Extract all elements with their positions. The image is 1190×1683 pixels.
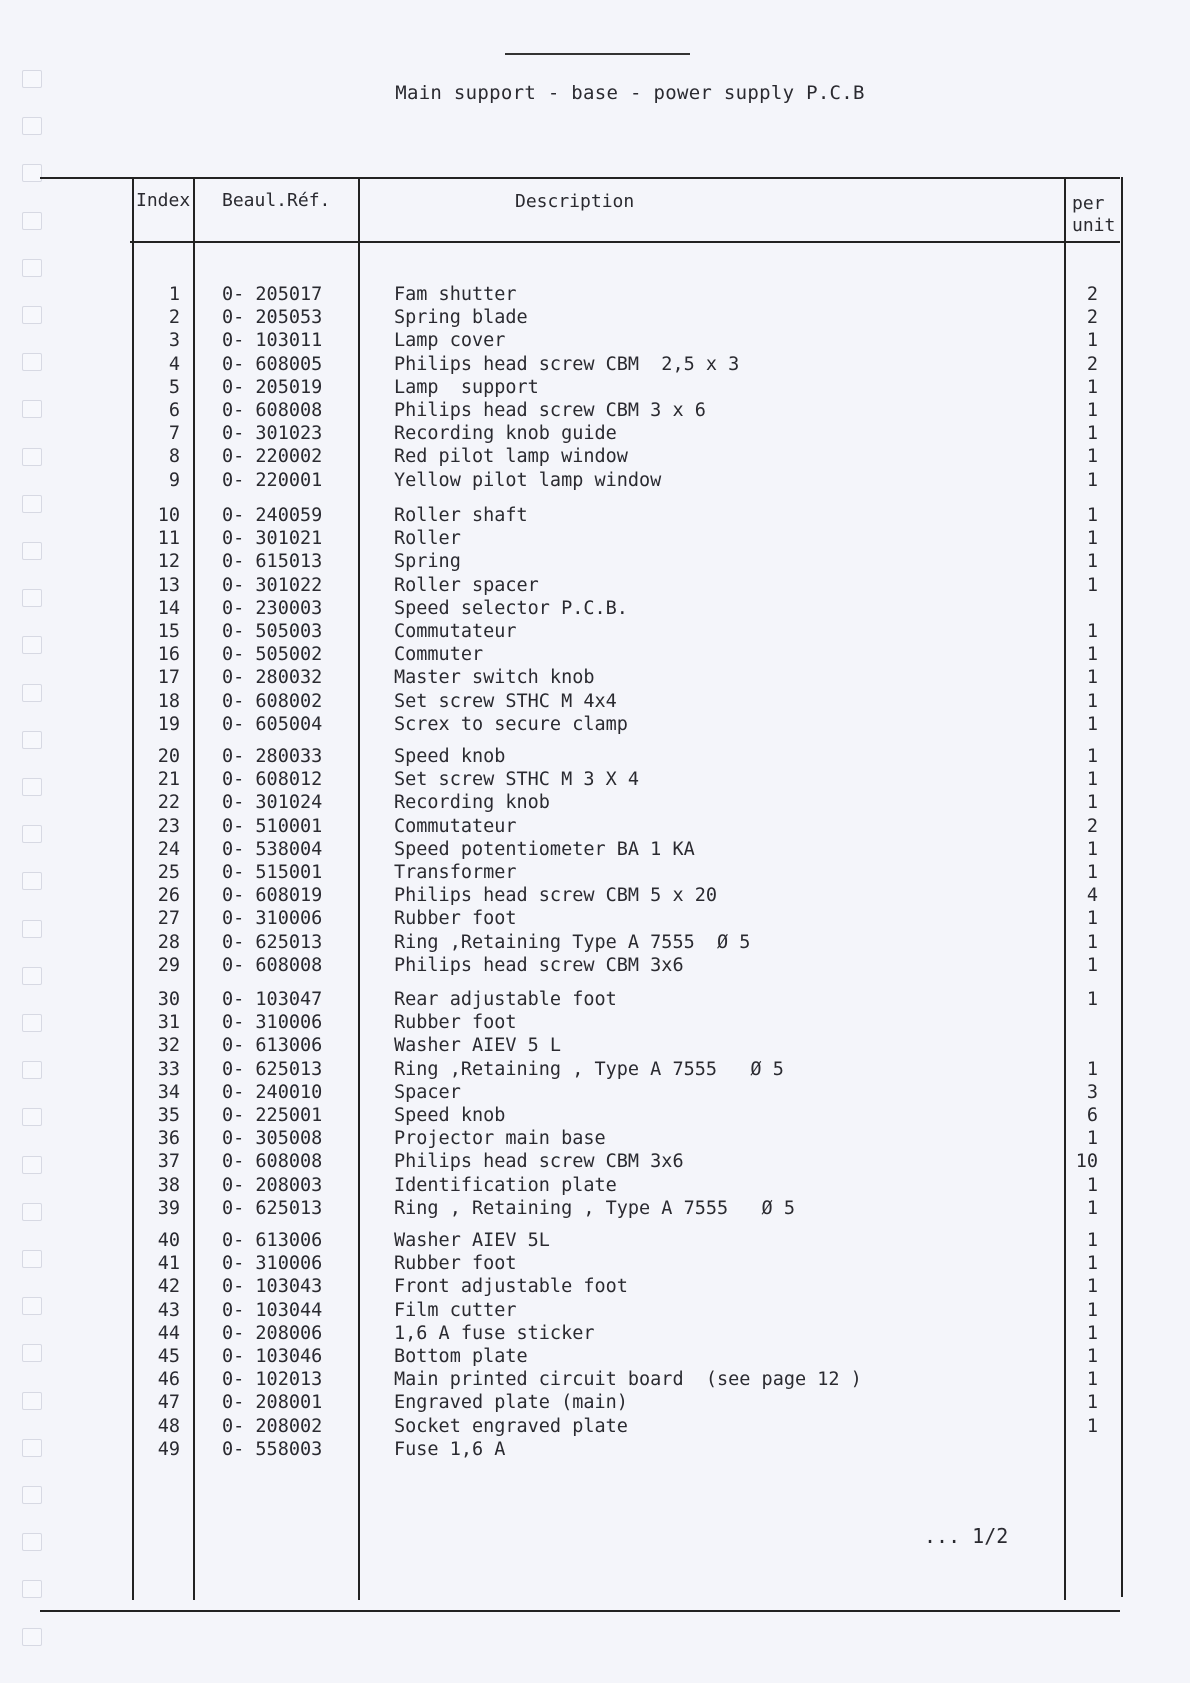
- table-row: [0, 955, 1190, 977]
- row-description: Master switch knob: [394, 667, 595, 689]
- row-quantity: 1: [1086, 1276, 1098, 1298]
- table-row: [0, 470, 1190, 492]
- row-index: 15: [157, 621, 180, 642]
- row-index: 21: [157, 769, 180, 791]
- table-row: [0, 551, 1190, 573]
- row-index: 33: [157, 1058, 180, 1080]
- table-row: [0, 885, 1190, 907]
- row-ref: 0- 103043: [222, 1276, 323, 1298]
- row-quantity: 1: [1086, 446, 1098, 468]
- row-index: 8: [168, 446, 180, 468]
- table-row: [0, 1230, 1190, 1252]
- row-ref: 0- 208006: [222, 1322, 323, 1344]
- row-quantity: 1: [1086, 528, 1098, 550]
- row-description: Bottom plate: [394, 1346, 528, 1367]
- row-description: Rubber foot: [394, 908, 517, 930]
- row-quantity: 1: [1086, 1253, 1098, 1275]
- table-row: [0, 1369, 1190, 1391]
- row-index: 1: [168, 284, 180, 305]
- row-description: Rear adjustable foot: [394, 989, 617, 1010]
- binder-hole: [22, 117, 42, 135]
- row-description: Spring: [394, 551, 461, 573]
- page-title: Main support - base - power supply P.C.B: [395, 82, 865, 104]
- row-ref: 0- 103044: [222, 1299, 323, 1321]
- row-ref: 0- 102013: [222, 1369, 323, 1391]
- row-ref: 0- 505003: [222, 621, 323, 642]
- row-description: Speed selector P.C.B.: [394, 597, 628, 619]
- row-ref: 0- 240059: [222, 505, 323, 526]
- row-quantity: 1: [1086, 1058, 1098, 1080]
- table-bottom-rule: [40, 1610, 1120, 1612]
- top-divider: [505, 53, 690, 55]
- row-index: 28: [157, 931, 180, 953]
- row-index: 44: [157, 1322, 180, 1344]
- row-ref: 0- 608002: [222, 690, 323, 712]
- row-index: 6: [168, 400, 180, 421]
- row-ref: 0- 103047: [222, 989, 323, 1010]
- row-ref: 0- 625013: [222, 1197, 323, 1219]
- row-ref: 0- 538004: [222, 838, 323, 860]
- row-ref: 0- 625013: [222, 931, 323, 953]
- row-description: Front adjustable foot: [394, 1276, 628, 1298]
- table-row: [0, 1012, 1190, 1034]
- row-index: 18: [157, 690, 180, 712]
- row-description: 1,6 A fuse sticker: [394, 1322, 595, 1344]
- table-row: [0, 446, 1190, 468]
- row-index: 12: [157, 551, 180, 573]
- row-description: Philips head screw CBM 2,5 x 3: [394, 353, 740, 375]
- row-quantity: 1: [1086, 1174, 1098, 1196]
- row-ref: 0- 608008: [222, 400, 323, 421]
- row-index: 3: [168, 330, 180, 352]
- row-description: Lamp cover: [394, 330, 506, 352]
- table-row: [0, 575, 1190, 597]
- row-ref: 0- 225001: [222, 1105, 323, 1126]
- row-index: 2: [168, 307, 180, 329]
- table-row: [0, 423, 1190, 445]
- row-index: 38: [157, 1174, 180, 1196]
- row-ref: 0- 505002: [222, 644, 323, 666]
- row-quantity: 1: [1086, 1230, 1098, 1251]
- table-row: [0, 1035, 1190, 1057]
- table-row: [0, 1128, 1190, 1150]
- table-row: [0, 816, 1190, 838]
- row-description: Screx to secure clamp: [394, 713, 628, 735]
- row-description: Socket engraved plate: [394, 1415, 628, 1437]
- row-quantity: 1: [1086, 1346, 1098, 1367]
- row-description: Spring blade: [394, 307, 528, 329]
- row-quantity: 2: [1086, 815, 1098, 837]
- row-description: Engraved plate (main): [394, 1392, 628, 1414]
- row-quantity: 1: [1086, 690, 1098, 712]
- table-row: [0, 1392, 1190, 1414]
- row-ref: 0- 558003: [222, 1438, 323, 1460]
- row-ref: 0- 220002: [222, 446, 323, 468]
- row-index: 17: [157, 667, 180, 689]
- table-row: [0, 400, 1190, 422]
- table-row: [0, 1082, 1190, 1104]
- row-ref: 0- 605004: [222, 713, 323, 735]
- row-description: Ring , Retaining , Type A 7555 Ø 5: [394, 1197, 795, 1219]
- table-row: [0, 644, 1190, 666]
- row-ref: 0- 310006: [222, 1012, 323, 1034]
- table-row: [0, 1276, 1190, 1298]
- row-quantity: 1: [1086, 1369, 1098, 1391]
- row-ref: 0- 208001: [222, 1392, 323, 1414]
- row-quantity: 1: [1086, 1415, 1098, 1437]
- table-row: [0, 1151, 1190, 1173]
- row-quantity: 1: [1086, 908, 1098, 930]
- table-row: [0, 1300, 1190, 1322]
- row-quantity: 1: [1086, 989, 1098, 1010]
- row-quantity: 1: [1086, 769, 1098, 791]
- table-row: [0, 1346, 1190, 1368]
- row-ref: 0- 615013: [222, 551, 323, 573]
- row-description: Fuse 1,6 A: [394, 1438, 506, 1460]
- table-row: [0, 505, 1190, 527]
- row-quantity: 2: [1086, 353, 1098, 375]
- row-quantity: 2: [1086, 284, 1098, 305]
- row-description: Philips head screw CBM 3x6: [394, 1151, 684, 1173]
- row-description: Speed knob: [394, 746, 506, 767]
- row-index: 26: [157, 885, 180, 907]
- row-description: Philips head screw CBM 3 x 6: [394, 400, 706, 421]
- row-index: 30: [157, 989, 180, 1010]
- table-row: [0, 1198, 1190, 1220]
- row-description: Philips head screw CBM 5 x 20: [394, 885, 718, 907]
- row-quantity: 1: [1086, 838, 1098, 860]
- row-quantity: 1: [1086, 862, 1098, 883]
- row-index: 13: [157, 574, 180, 596]
- binder-hole: [22, 1486, 42, 1504]
- header-description: Description: [515, 191, 635, 212]
- table-row: [0, 330, 1190, 352]
- row-description: Recording knob guide: [394, 423, 617, 445]
- row-description: Set screw STHC M 4x4: [394, 690, 617, 712]
- row-index: 9: [168, 469, 180, 491]
- row-description: Roller shaft: [394, 505, 528, 526]
- row-index: 47: [157, 1392, 180, 1414]
- table-row: [0, 1175, 1190, 1197]
- header-bottom-rule: [130, 241, 1120, 243]
- row-ref: 0- 240010: [222, 1081, 323, 1103]
- row-index: 42: [157, 1276, 180, 1298]
- binder-hole: [22, 1580, 42, 1598]
- table-row: [0, 1323, 1190, 1345]
- row-index: 35: [157, 1105, 180, 1126]
- row-ref: 0- 208002: [222, 1415, 323, 1437]
- row-index: 31: [157, 1012, 180, 1034]
- row-description: Speed knob: [394, 1105, 506, 1126]
- row-ref: 0- 608019: [222, 885, 323, 907]
- row-ref: 0- 103011: [222, 330, 323, 352]
- row-description: Transformer: [394, 862, 517, 883]
- table-row: [0, 839, 1190, 861]
- row-ref: 0- 103046: [222, 1346, 323, 1367]
- row-ref: 0- 301022: [222, 574, 323, 596]
- row-index: 45: [157, 1346, 180, 1367]
- table-top-rule: [40, 177, 1120, 179]
- row-quantity: 1: [1086, 423, 1098, 445]
- row-description: Red pilot lamp window: [394, 446, 628, 468]
- table-row: [0, 528, 1190, 550]
- row-index: 27: [157, 908, 180, 930]
- page-continuation: ... 1/2: [924, 1524, 1009, 1548]
- row-description: Set screw STHC M 3 X 4: [394, 769, 640, 791]
- row-description: Projector main base: [394, 1128, 606, 1150]
- row-description: Roller: [394, 528, 461, 550]
- row-description: Spacer: [394, 1081, 461, 1103]
- row-description: Lamp support: [394, 376, 539, 398]
- row-quantity: 1: [1086, 551, 1098, 573]
- table-row: [0, 307, 1190, 329]
- row-description: Commutateur: [394, 815, 517, 837]
- row-index: 19: [157, 713, 180, 735]
- row-quantity: 6: [1086, 1105, 1098, 1126]
- row-ref: 0- 205019: [222, 376, 323, 398]
- row-quantity: 2: [1086, 307, 1098, 329]
- row-quantity: 1: [1086, 376, 1098, 398]
- row-quantity: 3: [1086, 1081, 1098, 1103]
- row-description: Fam shutter: [394, 284, 517, 305]
- row-quantity: 1: [1086, 574, 1098, 596]
- row-description: Commutateur: [394, 621, 517, 642]
- row-index: 41: [157, 1253, 180, 1275]
- row-description: Ring ,Retaining , Type A 7555 Ø 5: [394, 1058, 784, 1080]
- table-row: [0, 1059, 1190, 1081]
- row-quantity: 1: [1086, 667, 1098, 689]
- row-quantity: 1: [1086, 644, 1098, 666]
- table-row: [0, 621, 1190, 643]
- row-quantity: 1: [1086, 1392, 1098, 1414]
- row-description: Roller spacer: [394, 574, 539, 596]
- row-ref: 0- 608012: [222, 769, 323, 791]
- binder-hole: [22, 1533, 42, 1551]
- row-description: Main printed circuit board (see page 12 ): [394, 1369, 862, 1391]
- row-index: 25: [157, 862, 180, 883]
- row-index: 32: [157, 1035, 180, 1057]
- row-index: 16: [157, 644, 180, 666]
- row-ref: 0- 280032: [222, 667, 323, 689]
- row-index: 5: [168, 376, 180, 398]
- row-index: 11: [157, 528, 180, 550]
- row-quantity: 4: [1086, 885, 1098, 907]
- row-description: Identification plate: [394, 1174, 617, 1196]
- row-index: 10: [157, 505, 180, 526]
- table-row: [0, 769, 1190, 791]
- row-ref: 0- 220001: [222, 469, 323, 491]
- row-ref: 0- 305008: [222, 1128, 323, 1150]
- row-description: Film cutter: [394, 1299, 517, 1321]
- row-quantity: 10: [1075, 1151, 1098, 1173]
- row-quantity: 1: [1086, 1128, 1098, 1150]
- row-description: Rubber foot: [394, 1012, 517, 1034]
- table-row: [0, 862, 1190, 884]
- row-description: Recording knob: [394, 792, 550, 814]
- row-ref: 0- 205053: [222, 307, 323, 329]
- header-ref: Beaul.Réf.: [222, 190, 331, 211]
- row-description: Ring ,Retaining Type A 7555 Ø 5: [394, 931, 751, 953]
- row-ref: 0- 515001: [222, 862, 323, 883]
- row-index: 39: [157, 1197, 180, 1219]
- row-ref: 0- 205017: [222, 284, 323, 305]
- row-quantity: 1: [1086, 621, 1098, 642]
- row-index: 36: [157, 1128, 180, 1150]
- table-row: [0, 598, 1190, 620]
- row-index: 7: [168, 423, 180, 445]
- row-quantity: 1: [1086, 1299, 1098, 1321]
- row-index: 22: [157, 792, 180, 814]
- row-ref: 0- 301023: [222, 423, 323, 445]
- binder-hole: [22, 164, 42, 182]
- row-ref: 0- 608008: [222, 954, 323, 976]
- binder-hole: [22, 212, 42, 230]
- row-quantity: 1: [1086, 746, 1098, 767]
- row-index: 37: [157, 1151, 180, 1173]
- table-row: [0, 989, 1190, 1011]
- row-index: 20: [157, 746, 180, 767]
- header-per-unit: per unit: [1072, 193, 1116, 236]
- table-row: [0, 1253, 1190, 1275]
- row-description: Washer AIEV 5 L: [394, 1035, 562, 1057]
- row-ref: 0- 310006: [222, 1253, 323, 1275]
- row-index: 46: [157, 1369, 180, 1391]
- row-quantity: 1: [1086, 1322, 1098, 1344]
- table-row: [0, 691, 1190, 713]
- row-quantity: 1: [1086, 400, 1098, 421]
- table-row: [0, 284, 1190, 306]
- row-ref: 0- 625013: [222, 1058, 323, 1080]
- row-description: Rubber foot: [394, 1253, 517, 1275]
- binder-hole: [22, 1628, 42, 1646]
- row-ref: 0- 301021: [222, 528, 323, 550]
- table-row: [0, 1416, 1190, 1438]
- row-description: Yellow pilot lamp window: [394, 469, 662, 491]
- row-index: 14: [157, 597, 180, 619]
- row-index: 24: [157, 838, 180, 860]
- row-index: 40: [157, 1230, 180, 1251]
- row-quantity: 1: [1086, 713, 1098, 735]
- binder-hole: [22, 259, 42, 277]
- row-quantity: 1: [1086, 792, 1098, 814]
- row-ref: 0- 301024: [222, 792, 323, 814]
- row-index: 48: [157, 1415, 180, 1437]
- table-row: [0, 792, 1190, 814]
- row-ref: 0- 208003: [222, 1174, 323, 1196]
- table-row: [0, 377, 1190, 399]
- table-row: [0, 932, 1190, 954]
- table-row: [0, 714, 1190, 736]
- row-description: Philips head screw CBM 3x6: [394, 954, 684, 976]
- table-row: [0, 908, 1190, 930]
- table-row: [0, 1439, 1190, 1461]
- row-index: 49: [157, 1438, 180, 1460]
- header-index: Index: [136, 190, 191, 211]
- row-index: 29: [157, 954, 180, 976]
- row-ref: 0- 608005: [222, 353, 323, 375]
- row-index: 23: [157, 815, 180, 837]
- row-ref: 0- 230003: [222, 597, 323, 619]
- table-row: [0, 746, 1190, 768]
- row-quantity: 1: [1086, 1197, 1098, 1219]
- table-row: [0, 1105, 1190, 1127]
- row-ref: 0- 608008: [222, 1151, 323, 1173]
- row-description: Speed potentiometer BA 1 KA: [394, 838, 695, 860]
- row-quantity: 1: [1086, 330, 1098, 352]
- row-quantity: 1: [1086, 931, 1098, 953]
- row-quantity: 1: [1086, 469, 1098, 491]
- table-row: [0, 354, 1190, 376]
- row-description: Washer AIEV 5L: [394, 1230, 550, 1251]
- row-index: 43: [157, 1299, 180, 1321]
- row-ref: 0- 613006: [222, 1230, 323, 1251]
- table-row: [0, 667, 1190, 689]
- row-ref: 0- 510001: [222, 815, 323, 837]
- row-description: Commuter: [394, 644, 484, 666]
- row-index: 4: [168, 353, 180, 375]
- row-ref: 0- 613006: [222, 1035, 323, 1057]
- row-ref: 0- 310006: [222, 908, 323, 930]
- row-index: 34: [157, 1081, 180, 1103]
- row-ref: 0- 280033: [222, 746, 323, 767]
- row-quantity: 1: [1086, 954, 1098, 976]
- row-quantity: 1: [1086, 505, 1098, 526]
